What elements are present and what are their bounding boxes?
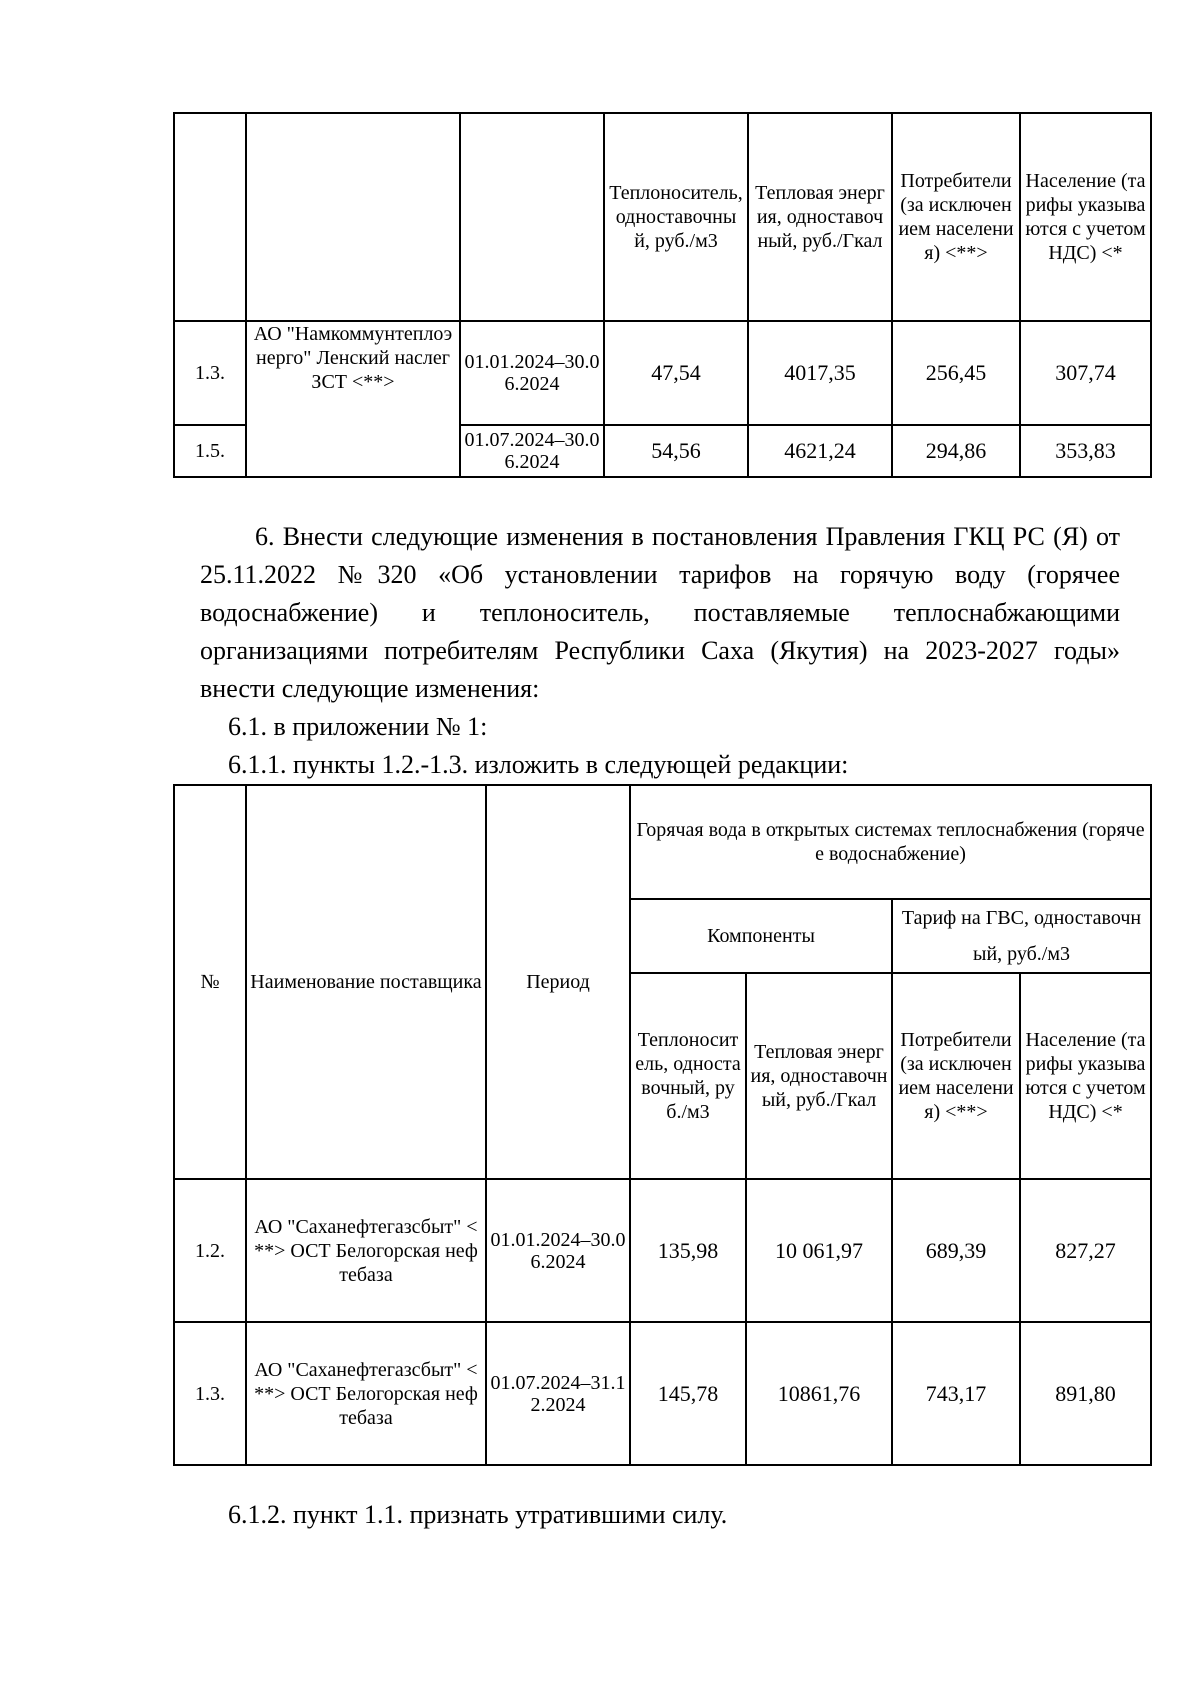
table-header-row <box>174 113 1151 321</box>
header-blank-period <box>460 113 604 321</box>
value-consumers: 689,39 <box>892 1179 1020 1322</box>
hot-water-tariff-table <box>173 784 1152 1466</box>
header-blank-num <box>174 113 246 321</box>
row-period: 01.07.2024–30.06.2024 <box>460 425 604 477</box>
value-consumers: 743,17 <box>892 1322 1020 1465</box>
paragraph-item-6-1: 6.1. в приложении № 1: <box>228 712 488 741</box>
row-period: 01.07.2024–31.12.2024 <box>486 1322 630 1465</box>
table-row <box>174 1322 1151 1465</box>
header-population: Население (тарифы указываются с учетом НДС) <* <box>1020 973 1151 1179</box>
value-population: 891,80 <box>1020 1322 1151 1465</box>
value-heat-carrier: 135,98 <box>630 1179 746 1322</box>
header-components: Компоненты <box>630 899 892 973</box>
value-population: 307,74 <box>1020 321 1151 425</box>
header-heat-energy: Тепловая энергия, одноставочный, руб./Гкал <box>748 113 892 321</box>
header-heat-carrier: Теплоноситель, одноставочный, руб./м3 <box>630 973 746 1179</box>
header-consumers: Потребители (за исключением населения) <**> <box>892 973 1020 1179</box>
value-heat-energy: 10861,76 <box>746 1322 892 1465</box>
row-period: 01.01.2024–30.06.2024 <box>460 321 604 425</box>
header-blank-name <box>246 113 460 321</box>
value-heat-energy: 4017,35 <box>748 321 892 425</box>
value-population: 353,83 <box>1020 425 1151 477</box>
header-supplier-name: Наименование поставщика <box>246 785 486 1179</box>
value-consumers: 256,45 <box>892 321 1020 425</box>
header-period: Период <box>486 785 630 1179</box>
header-heat-carrier: Теплоноситель, одноставочный, руб./м3 <box>604 113 748 321</box>
row-number: 1.5. <box>174 425 246 477</box>
row-number: 1.3. <box>174 321 246 425</box>
paragraph-item-6: 6. Внести следующие изменения в постановления Правления ГКЦ РС (Я) от 25.11.2022 №320 «Об установлении тарифов на горячую воду (горячее водоснабжение) и теплоноситель, поставляемые теплоснабжающими организациями потребителям Республики Саха (Якутия) на 2023-2027 годы» внести следующие изменения: <box>200 522 1120 703</box>
header-consumers: Потребители (за исключением населения) <**> <box>892 113 1020 321</box>
header-heat-energy: Тепловая энергия, одноставочный, руб./Гкал <box>746 973 892 1179</box>
supplier-name: АО "Саханефтегазсбыт" <**> ОСТ Белогорская нефтебаза <box>246 1322 486 1465</box>
row-number: 1.2. <box>174 1179 246 1322</box>
header-gvs-tariff: Тариф на ГВС, одноставочный, руб./м3 <box>892 899 1151 973</box>
supplier-name: АО "Намкоммунтеплоэнерго" Ленский наслег ЗСТ <**> <box>246 321 460 477</box>
value-consumers: 294,86 <box>892 425 1020 477</box>
value-heat-energy: 4621,24 <box>748 425 892 477</box>
header-number: № <box>174 785 246 1179</box>
row-number: 1.3. <box>174 1322 246 1465</box>
value-population: 827,27 <box>1020 1179 1151 1322</box>
header-population: Население (тарифы указываются с учетом НДС) <* <box>1020 113 1151 321</box>
table-header-row <box>174 785 1151 899</box>
table-row <box>174 321 1151 425</box>
paragraph-item-6-1-2: 6.1.2. пункт 1.1. признать утратившими силу. <box>228 1500 728 1529</box>
supplier-name: АО "Саханефтегазсбыт" <**> ОСТ Белогорская нефтебаза <box>246 1179 486 1322</box>
paragraph-item-6-1-1: 6.1.1. пункты 1.2.-1.3. изложить в следующей редакции: <box>228 750 849 779</box>
value-heat-carrier: 54,56 <box>604 425 748 477</box>
header-hot-water-group: Горячая вода в открытых системах теплоснабжения (горячее водоснабжение) <box>630 785 1151 899</box>
table-row <box>174 1179 1151 1322</box>
tariff-table-continued <box>173 112 1152 478</box>
value-heat-energy: 10 061,97 <box>746 1179 892 1322</box>
value-heat-carrier: 145,78 <box>630 1322 746 1465</box>
row-period: 01.01.2024–30.06.2024 <box>486 1179 630 1322</box>
value-heat-carrier: 47,54 <box>604 321 748 425</box>
